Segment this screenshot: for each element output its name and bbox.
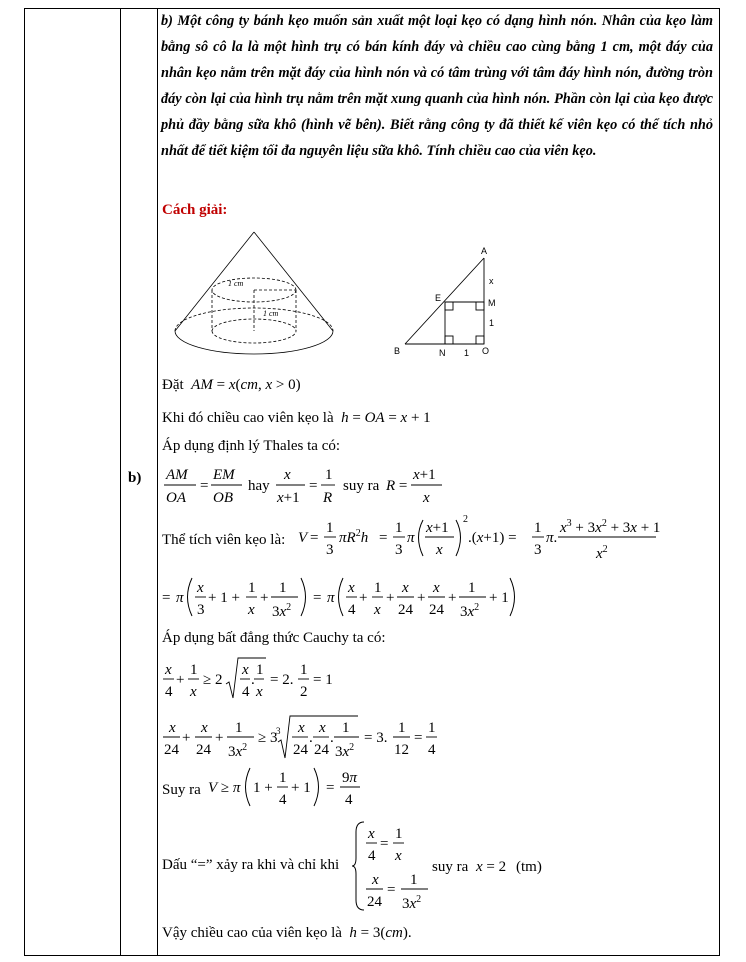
cone-height-label: 1 cm — [263, 309, 279, 318]
conclusion-line: Vậy chiều cao của viên kẹo là h = 3(cm). — [162, 925, 412, 941]
svg-text:1: 1 — [342, 720, 350, 736]
svg-text:.: . — [251, 672, 255, 688]
segment-x-label: x — [489, 276, 494, 286]
svg-text:π.: π. — [546, 530, 558, 546]
svg-text:9π: 9π — [342, 770, 358, 786]
set-variable-formula: AM — [187, 377, 213, 393]
svg-text:V ≥ π: V ≥ π — [208, 780, 241, 796]
svg-text:R =: R = — [386, 478, 408, 494]
suyra-label: Suy ra — [162, 782, 201, 798]
svg-text:=: = — [414, 730, 423, 746]
svg-text:x: x — [348, 580, 355, 596]
svg-text:12: 12 — [394, 742, 409, 758]
svg-text:=: = — [326, 780, 335, 796]
svg-text:=: = — [309, 478, 318, 494]
svg-text:+: + — [215, 730, 224, 746]
svg-text:x+1: x+1 — [426, 520, 449, 536]
svg-text:1: 1 — [410, 872, 418, 888]
svg-text:π: π — [407, 530, 415, 546]
svg-text:1: 1 — [279, 770, 287, 786]
svg-text:πR2h: $\pi R^2h$ — [339, 528, 369, 546]
svg-text:=: = — [200, 478, 209, 494]
svg-text:+: + — [176, 672, 185, 688]
svg-text:1: 1 — [468, 580, 476, 596]
thales-line: Áp dụng định lý Thales ta có: — [162, 438, 341, 454]
cauchy-inequality-2 — [160, 712, 450, 766]
svg-text:x: x — [248, 602, 255, 618]
svg-text:=: = — [313, 590, 322, 606]
triangle-figure — [392, 244, 512, 362]
svg-text:3: 3 — [197, 602, 205, 618]
svg-text:x = 2: x = 2 — [476, 859, 507, 875]
svg-text:3x2: $3x^2$ — [228, 742, 248, 760]
svg-text:24: 24 — [314, 742, 329, 758]
cauchy-inequality-1 — [160, 654, 360, 706]
svg-text:4: 4 — [279, 792, 287, 808]
svg-text:1: 1 — [398, 720, 406, 736]
svg-text:=: = — [380, 836, 389, 852]
svg-text:3x2: $3x^2$ — [402, 894, 422, 912]
svg-text:3: 3 — [276, 726, 281, 736]
svg-text:x2: $x^2$ — [596, 544, 608, 562]
svg-text:4: 4 — [348, 602, 356, 618]
conclusion-text: Vậy chiều cao của viên kẹo là — [162, 925, 342, 941]
svg-text:+: + — [386, 590, 395, 606]
svg-text:=: = — [387, 882, 396, 898]
svg-text:1: 1 — [374, 580, 382, 596]
height-text: Khi đó chiều cao viên kẹo là — [162, 410, 334, 426]
svg-text:1: 1 — [300, 662, 308, 678]
volume-expansion — [160, 572, 520, 622]
svg-text:3x2: $3x^2$ — [272, 602, 292, 620]
conclusion-formula: h — [345, 925, 357, 941]
svg-text:x+1: x+1 — [413, 467, 436, 483]
svg-text:=: = — [310, 530, 319, 546]
svg-text:4: 4 — [368, 848, 376, 864]
svg-text:3: 3 — [395, 542, 403, 558]
height-formula: h — [337, 410, 349, 426]
svg-text:1: 1 — [279, 580, 287, 596]
svg-text:π: π — [327, 590, 335, 606]
point-M-label: M — [488, 298, 496, 308]
svg-text:.(x+1) =: .(x+1) = — [468, 530, 517, 546]
svg-text:24: 24 — [367, 894, 382, 910]
svg-text:+: + — [448, 590, 457, 606]
segment-1-horizontal-label: 1 — [464, 348, 470, 358]
svg-text:+ 1: + 1 — [489, 590, 509, 606]
point-N-label: N — [439, 348, 446, 358]
svg-text:x: x — [197, 580, 204, 596]
thales-equation — [160, 462, 460, 508]
svg-text:24: 24 — [164, 742, 179, 758]
row-label: b) — [128, 470, 142, 486]
svg-text:≥ 3: ≥ 3 — [258, 730, 278, 746]
svg-text:3x2: $3x^2$ — [460, 602, 480, 620]
svg-text:1: 1 — [428, 720, 436, 736]
svg-text:x: x — [169, 720, 176, 736]
svg-text:1: 1 — [190, 662, 198, 678]
svg-text:x: x — [402, 580, 409, 596]
svg-text:4: 4 — [242, 684, 250, 700]
svg-text:.: . — [309, 730, 313, 746]
svg-text:3: 3 — [326, 542, 334, 558]
volume-bound — [206, 762, 366, 812]
svg-text:OB: OB — [213, 490, 233, 506]
svg-text:x: x — [256, 684, 263, 700]
svg-text:1: 1 — [326, 520, 334, 536]
segment-1-vertical-label: 1 — [489, 318, 495, 328]
set-variable-line: Đặt AM = x(cm, x > 0) — [162, 377, 301, 393]
svg-text:x+1: x+1 — [277, 490, 300, 506]
svg-text:π: π — [176, 590, 184, 606]
svg-text:24: 24 — [293, 742, 308, 758]
svg-text:+: + — [260, 590, 269, 606]
problem-statement: b) Một công ty bánh kẹo muốn sản xuất một loại kẹo có dạng hình nón. Nhân của kẹo làm bằng sô cô la là một hình trụ có bán kính đáy và chiều cao cùng bằng 1 cm, một đáy của nhân kẹo nằm trên mặt đáy của hình nón và có tâm trùng với tâm đáy hình nón, đường tròn đáy còn lại của hình trụ nằm trên mặt xung quanh của hình nón. Phần còn lại của kẹo được phủ đầy bằng sữa khô (hình vẽ bên). Biết rằng công ty đã thiết kế viên kẹo có thể tích nhỏ nhất để tiết kiệm tối đa nguyên liệu sữa khô. Tính chiều cao của viên kẹo. — [161, 13, 713, 159]
svg-text:24: 24 — [398, 602, 413, 618]
svg-text:1: 1 — [235, 720, 243, 736]
svg-text:1: 1 — [395, 826, 403, 842]
tm-label: (tm) — [516, 859, 542, 875]
svg-text:V: V — [298, 530, 308, 546]
point-E-label: E — [435, 293, 442, 303]
svg-text:x: x — [372, 872, 379, 888]
svg-text:+ 1 +: + 1 + — [208, 590, 240, 606]
svg-text:R: R — [323, 490, 333, 506]
hay-word: hay — [248, 478, 270, 494]
svg-text:x: x — [298, 720, 305, 736]
svg-text:1: 1 — [248, 580, 256, 596]
svg-text:= 1: = 1 — [313, 672, 333, 688]
volume-label: Thể tích viên kẹo là: — [162, 532, 286, 548]
cone-radius-label: 1 cm — [228, 279, 244, 288]
svg-text:+ 1: + 1 — [291, 780, 311, 796]
set-variable-text: Đặt — [162, 377, 184, 393]
cauchy-line: Áp dụng bất đẳng thức Cauchy ta có: — [162, 630, 386, 646]
svg-text:AM: AM — [166, 467, 188, 483]
svg-text:1: 1 — [256, 662, 264, 678]
svg-text:x: x — [242, 662, 249, 678]
svg-text:4: 4 — [428, 742, 436, 758]
svg-text:x: x — [395, 848, 402, 864]
svg-text:x: x — [368, 826, 375, 842]
svg-text:1: 1 — [395, 520, 403, 536]
svg-text:+: + — [417, 590, 426, 606]
svg-text:x: x — [436, 542, 443, 558]
svg-text:EM: EM — [213, 467, 235, 483]
column-divider-2 — [157, 9, 158, 955]
svg-text:.: . — [330, 730, 334, 746]
suy-ra-word: suy ra — [343, 478, 380, 494]
equality-system — [352, 818, 552, 914]
svg-text:x: x — [201, 720, 208, 736]
height-line: Khi đó chiều cao viên kẹo là h = OA = x + 1 — [162, 410, 431, 426]
svg-text:1 +: 1 + — [253, 780, 273, 796]
svg-text:=: = — [379, 530, 388, 546]
svg-text:= 3.: = 3. — [364, 730, 388, 746]
point-A-label: A — [481, 246, 488, 256]
svg-text:x: x — [284, 467, 291, 483]
svg-text:24: 24 — [196, 742, 211, 758]
equality-suffix: suy ra — [432, 859, 469, 875]
svg-text:x: x — [165, 662, 172, 678]
volume-formula — [296, 512, 662, 568]
column-divider-1 — [120, 9, 121, 955]
svg-text:x: x — [374, 602, 381, 618]
svg-text:x: x — [433, 580, 440, 596]
svg-text:1: 1 — [325, 467, 333, 483]
svg-text:x: x — [423, 490, 430, 506]
solution-heading: Cách giải: — [162, 202, 228, 218]
equality-label: Dấu “=” xảy ra khi và chỉ khi — [162, 857, 340, 873]
svg-text:2: 2 — [300, 684, 308, 700]
svg-text:1: 1 — [534, 520, 542, 536]
svg-text:4: 4 — [345, 792, 353, 808]
svg-text:OA: OA — [166, 490, 186, 506]
svg-text:x3 + 3x2 + 3x + 1: $x^3 + 3x^2 + 3x + 1$ — [560, 518, 661, 536]
svg-text:+: + — [359, 590, 368, 606]
svg-text:24: 24 — [429, 602, 444, 618]
svg-text:4: 4 — [165, 684, 173, 700]
point-B-label: B — [394, 346, 401, 356]
svg-text:x: x — [319, 720, 326, 736]
svg-text:2: 2 — [463, 514, 468, 525]
cone-figure — [170, 228, 350, 368]
svg-text:≥ 2: ≥ 2 — [203, 672, 223, 688]
svg-text:+: + — [182, 730, 191, 746]
svg-text:3x2: $3x^2$ — [335, 742, 355, 760]
point-O-label: O — [482, 346, 490, 356]
svg-text:3: 3 — [534, 542, 542, 558]
svg-text:x: x — [190, 684, 197, 700]
svg-text:=: = — [162, 590, 171, 606]
svg-text:= 2.: = 2. — [270, 672, 294, 688]
